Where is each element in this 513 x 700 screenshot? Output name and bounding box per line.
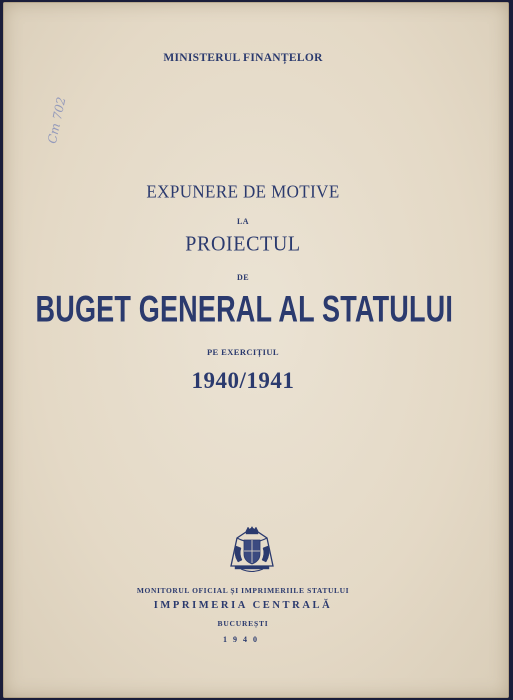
publication-year: 1940 (223, 635, 263, 644)
connector-la: LA (236, 217, 250, 226)
ministry-name: MINISTERUL FINANȚELOR (163, 52, 323, 64)
period-label: PE EXERCIȚIUL (206, 347, 280, 357)
heading-proiectul: PROIECTUL (185, 232, 301, 256)
connector-de: DE (236, 273, 250, 282)
handwritten-annotation: Cm 702 (45, 95, 69, 145)
printer-name: MONITORUL OFICIAL ȘI IMPRIMERIILE STATULUI (136, 586, 350, 595)
main-title: BUGET GENERAL AL STATULUI (35, 287, 454, 330)
romanian-coat-of-arms-icon (227, 524, 277, 574)
book-cover (3, 2, 509, 698)
city-name: BUCUREȘTI (217, 619, 269, 628)
heading-expunere: EXPUNERE DE MOTIVE (146, 181, 340, 202)
press-name: IMPRIMERIA CENTRALĂ (153, 600, 333, 611)
fiscal-year: 1940/1941 (191, 368, 295, 393)
